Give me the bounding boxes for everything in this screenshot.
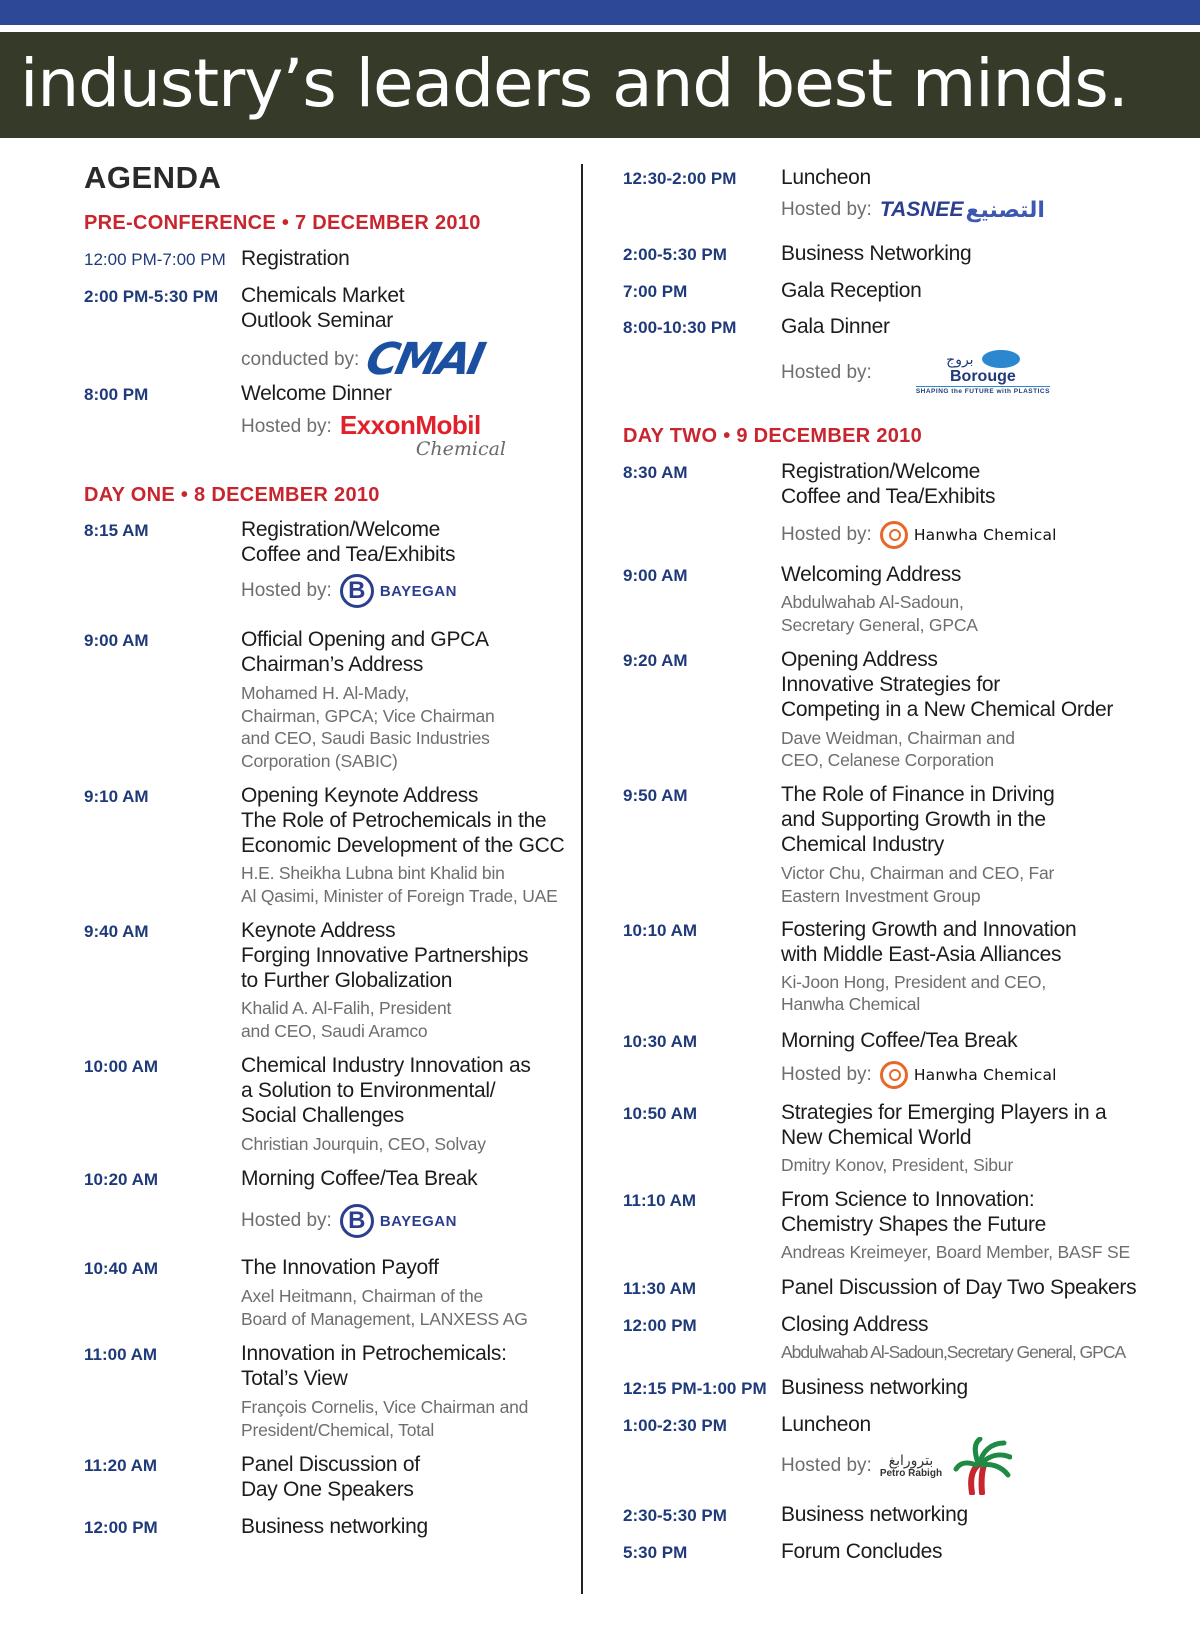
session-time: 8:15 AM [84,521,149,540]
petro-rabigh-palm-icon [952,1437,1012,1495]
session-title: Social Challenges [241,1104,405,1127]
session-time: 10:00 AM [84,1057,159,1076]
host-label: Hosted by: [241,416,332,437]
session-title: Closing Address [781,1313,929,1336]
speaker-line: Andreas Kreimeyer, Board Member, BASF SE [781,1242,1130,1262]
bayegan-logo [340,574,457,608]
session-time: 8:30 AM [623,463,688,482]
session-title: Strategies for Emerging Players in a [781,1101,1107,1124]
session-title: From Science to Innovation: [781,1188,1035,1211]
section-heading-day-two: DAY TWO • 9 DECEMBER 2010 [623,425,923,447]
borouge-tagline: SHAPING the FUTURE with PLASTICS [915,388,1050,395]
tasnee-logo-text: TASNEE [879,198,964,221]
section-heading-pre-conference: PRE-CONFERENCE • 7 DECEMBER 2010 [84,212,481,234]
host-row [781,1437,1012,1495]
session-time: 9:50 AM [623,786,688,805]
session-time: 9:00 AM [84,631,149,650]
petro-rabigh-name: Petro Rabigh [879,1468,943,1480]
session-title: Day One Speakers [241,1478,414,1501]
session-title: Business Networking [781,242,972,265]
host-label: Hosted by: [781,1455,872,1476]
exxonmobil-logo-text: ExxonMobil [339,410,481,440]
host-row [781,1061,1057,1089]
tasnee-logo [880,197,1045,223]
bayegan-mark-icon: B [340,574,374,608]
host-label: conducted by: [241,348,360,370]
session-title: Total’s View [241,1367,348,1390]
session-title: Luncheon [781,166,871,189]
borouge-logo-arabic: بروج [946,350,974,367]
speaker-line: Abdulwahab Al-Sadoun, [781,592,964,612]
speaker-line: Mohamed H. Al-Mady, [241,683,410,703]
speaker-line: Ki-Joon Hong, President and CEO, [781,972,1046,992]
session-time: 11:20 AM [84,1456,158,1475]
session-title: Outlook Seminar [241,309,393,332]
speaker-line: Dmitry Konov, President, Sibur [781,1155,1013,1175]
speaker-line: Corporation (SABIC) [241,751,398,771]
host-label: Hosted by: [241,1210,332,1231]
session-title: Economic Development of the GCC [241,834,565,857]
speaker-line: Axel Heitmann, Chairman of the [241,1286,484,1306]
host-row [241,574,457,608]
column-divider [581,164,583,1594]
session-title: Forging Innovative Partnerships [241,944,529,967]
speaker-line: and CEO, Saudi Basic Industries [241,728,490,748]
speaker-line: and CEO, Saudi Aramco [241,1021,428,1041]
session-title: Innovation in Petrochemicals: [241,1342,507,1365]
session-time: 1:00-2:30 PM [623,1416,727,1435]
session-time: 7:00 PM [623,282,688,301]
session-title: and Supporting Growth in the [781,808,1046,831]
speaker-line: François Cornelis, Vice Chairman and [241,1397,529,1417]
session-time: 10:20 AM [84,1170,159,1189]
speaker-line: Secretary General, GPCA [781,615,978,635]
hanwha-logo [880,521,1057,549]
session-title: Chemicals Market [241,284,405,307]
session-time: 10:40 AM [84,1259,159,1278]
session-time: 12:15 PM-1:00 PM [623,1379,767,1398]
session-title: Fostering Growth and Innovation [781,918,1077,941]
session-time: 12:00 PM-7:00 PM [84,250,226,269]
borouge-logo [916,350,1050,395]
host-label: Hosted by: [781,361,872,383]
session-time: 2:00-5:30 PM [623,245,727,264]
speaker-line: H.E. Sheikha Lubna bint Khalid bin [241,863,505,883]
host-row [781,197,1045,223]
session-title: The Innovation Payoff [241,1256,439,1279]
bayegan-logo-text: BAYEGAN [379,582,457,600]
session-title: Forum Concludes [781,1540,943,1563]
banner-title: industry’s leaders and best minds. [20,45,1128,122]
host-row [241,412,506,459]
session-title: Chemistry Shapes the Future [781,1213,1047,1236]
session-title: New Chemical World [781,1126,972,1149]
exxonmobil-logo-subtext: Chemical [415,438,506,460]
hanwha-logo-text: Hanwha Chemical [913,526,1057,544]
session-time: 2:30-5:30 PM [623,1506,727,1525]
session-title: The Role of Finance in Driving [781,783,1055,806]
session-title: Business networking [241,1515,428,1538]
agenda-title: AGENDA [84,160,222,195]
session-title: Registration [241,247,350,270]
session-title: Luncheon [781,1413,871,1436]
session-time: 11:10 AM [623,1191,697,1210]
cmai-logo: CMAI [361,334,488,385]
borouge-arc-icon [982,350,1020,368]
session-title: Chemical Industry Innovation as [241,1054,531,1077]
petro-rabigh-logo-text [880,1453,942,1479]
hanwha-mark-icon [880,521,908,549]
session-time: 10:10 AM [623,921,698,940]
speaker-line: Abdulwahab Al-Sadoun,Secretary General, GPCA [781,1342,1126,1362]
session-title: Innovative Strategies for [781,673,1000,696]
session-title: Welcoming Address [781,563,962,586]
session-title: a Solution to Environmental/ [241,1079,496,1102]
session-title: Competing in a New Chemical Order [781,698,1114,721]
session-title: Business networking [781,1376,968,1399]
speaker-line: Eastern Investment Group [781,886,981,906]
session-time: 10:50 AM [623,1104,698,1123]
speaker-line: Al Qasimi, Minister of Foreign Trade, UAE [241,886,558,906]
speaker-line: Victor Chu, Chairman and CEO, Far [781,863,1055,883]
speaker-line: Christian Jourquin, CEO, Solvay [241,1134,486,1154]
speaker-line: Chairman, GPCA; Vice Chairman [241,706,495,726]
session-title: Chemical Industry [781,833,944,856]
host-label: Hosted by: [781,524,872,545]
speaker-line: Dave Weidman, Chairman and [781,728,1015,748]
borouge-logo-text: Borouge [949,368,1016,385]
hanwha-logo-text: Hanwha Chemical [913,1066,1057,1084]
session-time: 9:20 AM [623,651,688,670]
session-title: Coffee and Tea/Exhibits [241,543,456,566]
speaker-line: CEO, Celanese Corporation [781,750,994,770]
session-time: 2:00 PM-5:30 PM [84,287,219,306]
bayegan-logo-text: BAYEGAN [379,1212,457,1230]
session-time: 12:00 PM [623,1316,697,1335]
session-time: 12:30-2:00 PM [623,169,737,188]
borouge-logo-top [946,350,1019,368]
session-title: The Role of Petrochemicals in the [241,809,547,832]
session-title: Gala Reception [781,279,922,302]
session-time: 5:30 PM [623,1543,688,1562]
petro-rabigh-arabic: بترورابغ [888,1451,934,1468]
session-title: Opening Keynote Address [241,784,479,807]
session-time: 8:00-10:30 PM [623,318,737,337]
host-label: Hosted by: [781,199,872,220]
speaker-line: Hanwha Chemical [781,994,921,1014]
session-time: 10:30 AM [623,1032,698,1051]
section-heading-day-one: DAY ONE • 8 DECEMBER 2010 [84,484,380,506]
bayegan-logo [340,1204,457,1238]
session-time: 9:10 AM [84,787,149,806]
session-title: Panel Discussion of [241,1453,420,1476]
session-title: Keynote Address [241,919,396,942]
session-time: 9:40 AM [84,922,149,941]
host-row [241,1204,457,1238]
session-title: Opening Address [781,648,938,671]
session-title: Gala Dinner [781,315,890,338]
session-title: Welcome Dinner [241,382,392,405]
session-time: 9:00 AM [623,566,688,585]
session-title: Registration/Welcome [241,518,441,541]
session-time: 11:30 AM [623,1279,697,1298]
session-title: Morning Coffee/Tea Break [241,1167,478,1190]
session-time: 11:00 AM [84,1345,158,1364]
host-row [781,521,1057,549]
session-title: Morning Coffee/Tea Break [781,1029,1018,1052]
top-accent-bar [0,0,1200,25]
petro-rabigh-logo [880,1437,1012,1495]
hanwha-mark-icon [880,1061,908,1089]
speaker-line: Board of Management, LANXESS AG [241,1309,528,1329]
hanwha-logo [880,1061,1057,1089]
speaker-line: Khalid A. Al-Falih, President [241,998,452,1018]
session-title: Official Opening and GPCA [241,628,489,651]
header-banner [0,32,1200,138]
session-title: Business networking [781,1503,968,1526]
session-title: Coffee and Tea/Exhibits [781,485,996,508]
session-title: to Further Globalization [241,969,453,992]
bayegan-mark-icon: B [340,1204,374,1238]
session-title: Chairman’s Address [241,653,424,676]
exxonmobil-logo [340,412,506,459]
speaker-line: President/Chemical, Total [241,1420,435,1440]
session-title: with Middle East-Asia Alliances [781,943,1062,966]
tasnee-logo-arabic: التصنيع [965,197,1045,222]
session-time: 12:00 PM [84,1518,158,1537]
host-label: Hosted by: [781,1064,872,1085]
host-row [781,350,1050,395]
session-time: 8:00 PM [84,385,149,404]
host-label: Hosted by: [241,580,332,601]
host-row [241,334,488,385]
session-title: Panel Discussion of Day Two Speakers [781,1276,1137,1299]
session-title: Registration/Welcome [781,460,981,483]
